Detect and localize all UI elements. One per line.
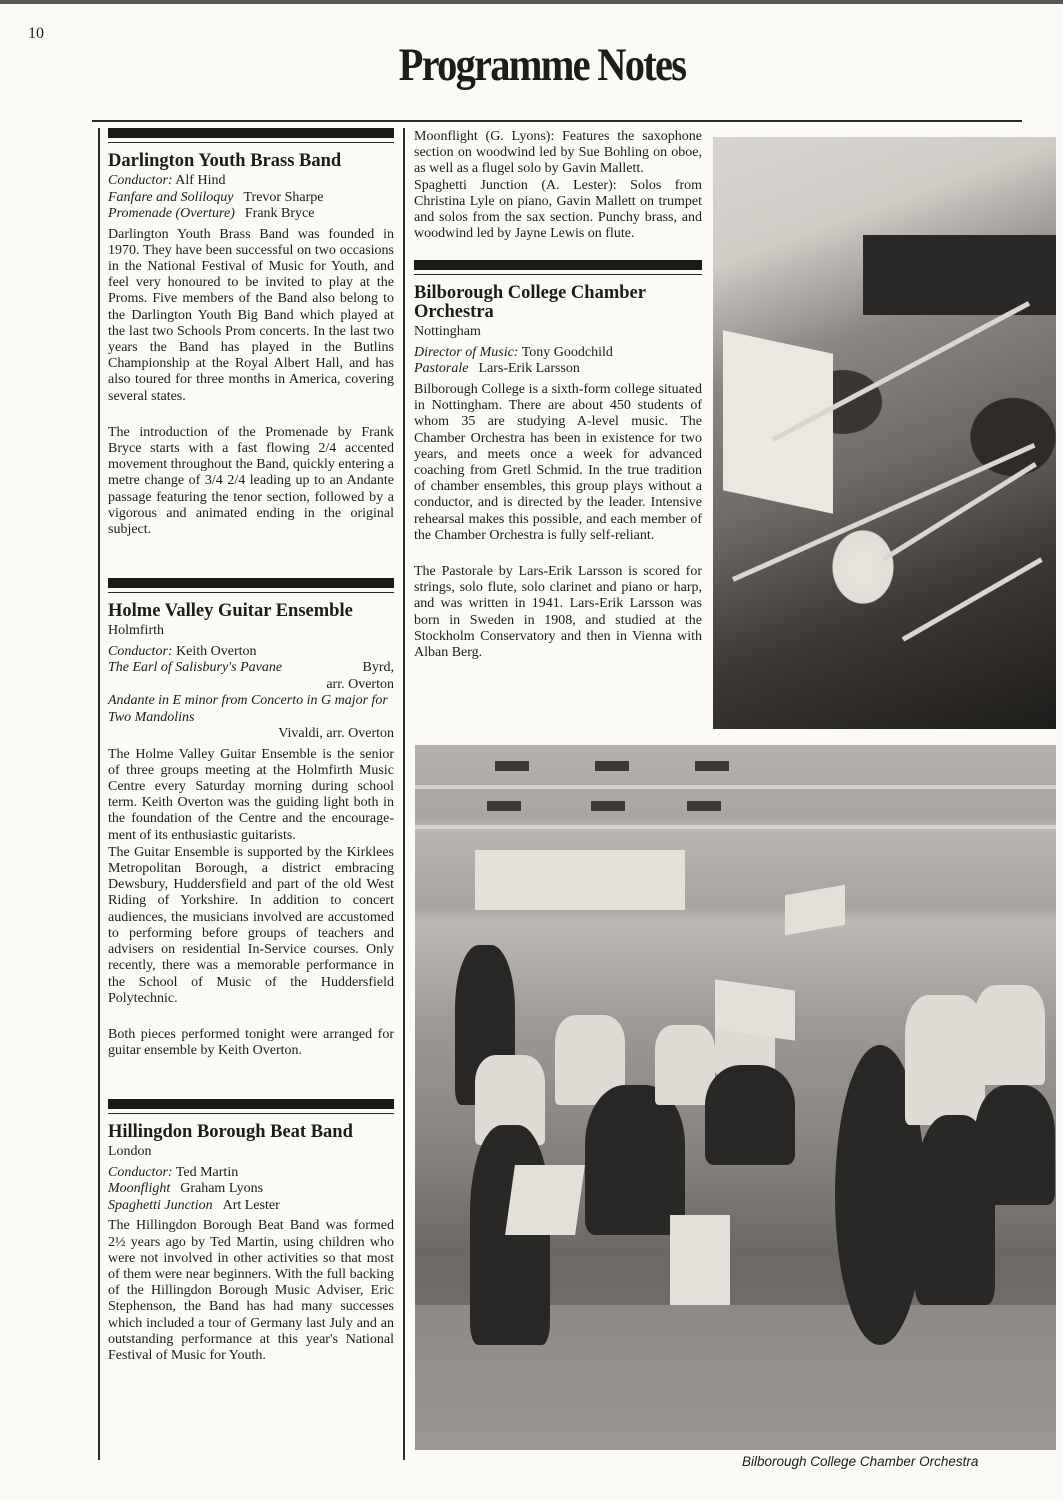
work-composer: Graham Lyons bbox=[180, 1181, 264, 1197]
director-label: Director of Music: bbox=[414, 344, 519, 360]
work-composer: Trevor Sharpe bbox=[243, 189, 324, 205]
work-title: Moonflight bbox=[108, 1181, 171, 1197]
body-paragraph: The introduction of the Promenade by Frank Bryce starts with a fast flowing 2/4 accented movement throughout the Band, quickly entering a metre change of 3/4 2/4 leading up to an Andante passage featuring the tenor section, followed by a vigorous and animated ending in the original subject. bbox=[108, 424, 394, 537]
body-paragraph: The Holme Valley Guitar Ensemble is the senior of three groups meeting at the Holmfirth Music Centre every Saturday morning during school term. Keith Overton was the guiding light both in the foundation of the Centre and the encouragement of its enthusiastic guitarists. bbox=[108, 746, 394, 843]
title-rule bbox=[92, 120, 1022, 122]
section-title: Holme Valley Guitar Ensemble bbox=[108, 601, 353, 622]
work-credit bbox=[108, 1198, 394, 1215]
work-composer: Art Lester bbox=[222, 1197, 280, 1213]
body-paragraph: Both pieces performed tonight were arranged for guitar ensemble by Keith Overton. bbox=[108, 1026, 394, 1059]
musician bbox=[470, 1125, 550, 1345]
music-stands-row bbox=[475, 850, 685, 910]
photo-trombone-players bbox=[713, 137, 1056, 729]
music-stand bbox=[785, 885, 845, 936]
musician bbox=[705, 1065, 795, 1165]
page-top-edge bbox=[0, 0, 1063, 4]
section-hillingdon bbox=[108, 1099, 394, 1364]
chair bbox=[670, 1215, 730, 1305]
work-title: Andante in E minor from Concerto in G major for Two Mandolins bbox=[108, 693, 388, 725]
page-number: 10 bbox=[28, 25, 44, 42]
work-credit bbox=[108, 1181, 394, 1198]
conductor-line bbox=[108, 644, 394, 661]
section-title: Bilborough College Chamber Orchestra bbox=[414, 283, 646, 323]
section-darlington bbox=[108, 128, 394, 538]
location: Nottingham bbox=[414, 324, 481, 340]
wall-vent bbox=[591, 801, 625, 811]
musician bbox=[905, 995, 985, 1125]
chair bbox=[505, 1165, 585, 1235]
section-bar bbox=[414, 260, 702, 270]
section-line bbox=[414, 274, 702, 275]
work-title: Fanfare and Soliloquy bbox=[108, 189, 234, 205]
left-column-rule bbox=[98, 128, 100, 1460]
work-title: Promenade (Overture) bbox=[108, 206, 235, 221]
middle-column bbox=[414, 129, 702, 661]
body-paragraph: The Guitar Ensemble is supported by the Kirklees Metropolitan Borough, a district embracing Dewsbury, Huddersfield and part of the old West Riding of Yorkshire. In addition to concert audiences, the musicians involved are accustomed to performing before groups of teachers and advisers on residential In-Service courses. Only recently, there was a memorable performance in the School of Music of the Huddersfield Polytechnic. bbox=[108, 844, 394, 1006]
conductor-name: Alf Hind bbox=[175, 173, 226, 188]
body-paragraph: Bilborough College is a sixth-form college situated in Nottingham. There are about 450 students of whom 35 are studying A-level music. The Chamber Orchestra has been in existence for two years, and meets once a week for advanced coaching from Gretl Schmid. In the true tradition of chamber ensembles, this group plays without a conductor, and is directed by the leader. Intensive rehearsal makes this possible, and each member of the Chamber Orchestra is fully self-reliant. bbox=[414, 381, 702, 543]
conductor-line bbox=[108, 1165, 394, 1182]
conductor-label: Conductor: bbox=[108, 173, 173, 188]
work-credit bbox=[108, 660, 394, 677]
wall-vent bbox=[495, 761, 529, 771]
middle-column-rule bbox=[403, 128, 405, 1460]
work-title: Pastorale bbox=[414, 361, 469, 377]
musician bbox=[975, 985, 1045, 1085]
work-credit bbox=[108, 206, 394, 223]
conductor-label: Conductor: bbox=[108, 643, 173, 659]
work-composer: Frank Bryce bbox=[244, 206, 315, 221]
director-name: Tony Goodchild bbox=[521, 344, 613, 360]
work-arranger: arr. Overton bbox=[326, 676, 394, 692]
body-paragraph: Spaghetti Junction (A. Lester): Solos from Christina Lyle on piano, Gavin Mallett on trumpet and solos from the sax section. Punchy brass, and woodwind led by Jayne Lewis on flute. bbox=[414, 177, 702, 242]
photo-caption: Bilborough College Chamber Orchestra bbox=[742, 1454, 979, 1469]
section-line bbox=[108, 1113, 394, 1114]
section-bar bbox=[108, 578, 394, 588]
work-credit bbox=[108, 190, 394, 207]
work-title: Spaghetti Junction bbox=[108, 1197, 213, 1213]
conductor-label: Conductor: bbox=[108, 1164, 173, 1180]
section-bar bbox=[108, 1099, 394, 1109]
music-stand bbox=[723, 330, 833, 513]
section-bilborough bbox=[414, 260, 702, 661]
location: London bbox=[108, 1144, 152, 1160]
conductor-name: Keith Overton bbox=[176, 643, 257, 659]
work-composer: Lars-Erik Larsson bbox=[478, 361, 580, 377]
work-composer: Vivaldi, arr. Overton bbox=[278, 726, 394, 742]
body-paragraph: The Pastorale by Lars-Erik Larsson is scored for strings, solo flute, solo clarinet and piano or harp, and was written in 1941. Lars-Erik Larsson was born in Sweden in 1908, and studied at the Stockholm Conservatory and then in Vienna with Alban Berg. bbox=[414, 563, 702, 660]
work-credit bbox=[414, 361, 702, 378]
conductor-name: Ted Martin bbox=[175, 1164, 239, 1180]
trombone-slide bbox=[902, 557, 1043, 641]
wall-vent bbox=[487, 801, 521, 811]
musician bbox=[975, 1085, 1055, 1205]
work-composer: Byrd, bbox=[362, 660, 394, 676]
photo-chamber-orchestra bbox=[415, 745, 1056, 1450]
wall-vent bbox=[595, 761, 629, 771]
musician bbox=[585, 1085, 685, 1235]
body-paragraph: The Hillingdon Borough Beat Band was formed 2½ years ago by Ted Martin, using children who were not involved in other activities so that most of them were near beginners. With the full backing of the Hillingdon Borough Music Adviser, Eric Stephenson, the Band has had many successes which included a tour of Germany last July and an outstanding performance at this year's National Festival of Music for Youth. bbox=[108, 1218, 394, 1363]
section-bar bbox=[108, 128, 394, 138]
body-paragraph: Darlington Youth Brass Band was founded in 1970. They have been successful on two occasions in the National Festival of Music for Youth, and feel very honoured to be invited to play at the Proms. Five members of the Band also belong to the Darlington Youth Big Band which played at the last two Schools Prom concerts. In the last two years the Band has played in the Butlins Championship at the Royal Albert Hall, and has also toured for three months in America, covering several states. bbox=[108, 226, 394, 404]
section-holme-valley bbox=[108, 578, 394, 1059]
section-title: Hillingdon Borough Beat Band bbox=[108, 1122, 353, 1143]
section-line bbox=[108, 142, 394, 143]
work-title: The Earl of Salisbury's Pavane bbox=[108, 660, 283, 676]
left-column bbox=[108, 128, 394, 1364]
body-paragraph: Moonflight (G. Lyons): Features the saxophone section on woodwind led by Sue Bohling on oboe, as well as a flugel solo by Gavin Mallett. bbox=[414, 129, 702, 177]
conductor-line bbox=[108, 173, 394, 190]
page-title: Programme Notes bbox=[398, 39, 686, 91]
location: Holmfirth bbox=[108, 623, 164, 639]
wall-vent bbox=[695, 761, 729, 771]
director-line bbox=[414, 345, 702, 362]
section-line bbox=[108, 592, 394, 593]
wall-vent bbox=[687, 801, 721, 811]
section-title: Darlington Youth Brass Band bbox=[108, 151, 342, 171]
